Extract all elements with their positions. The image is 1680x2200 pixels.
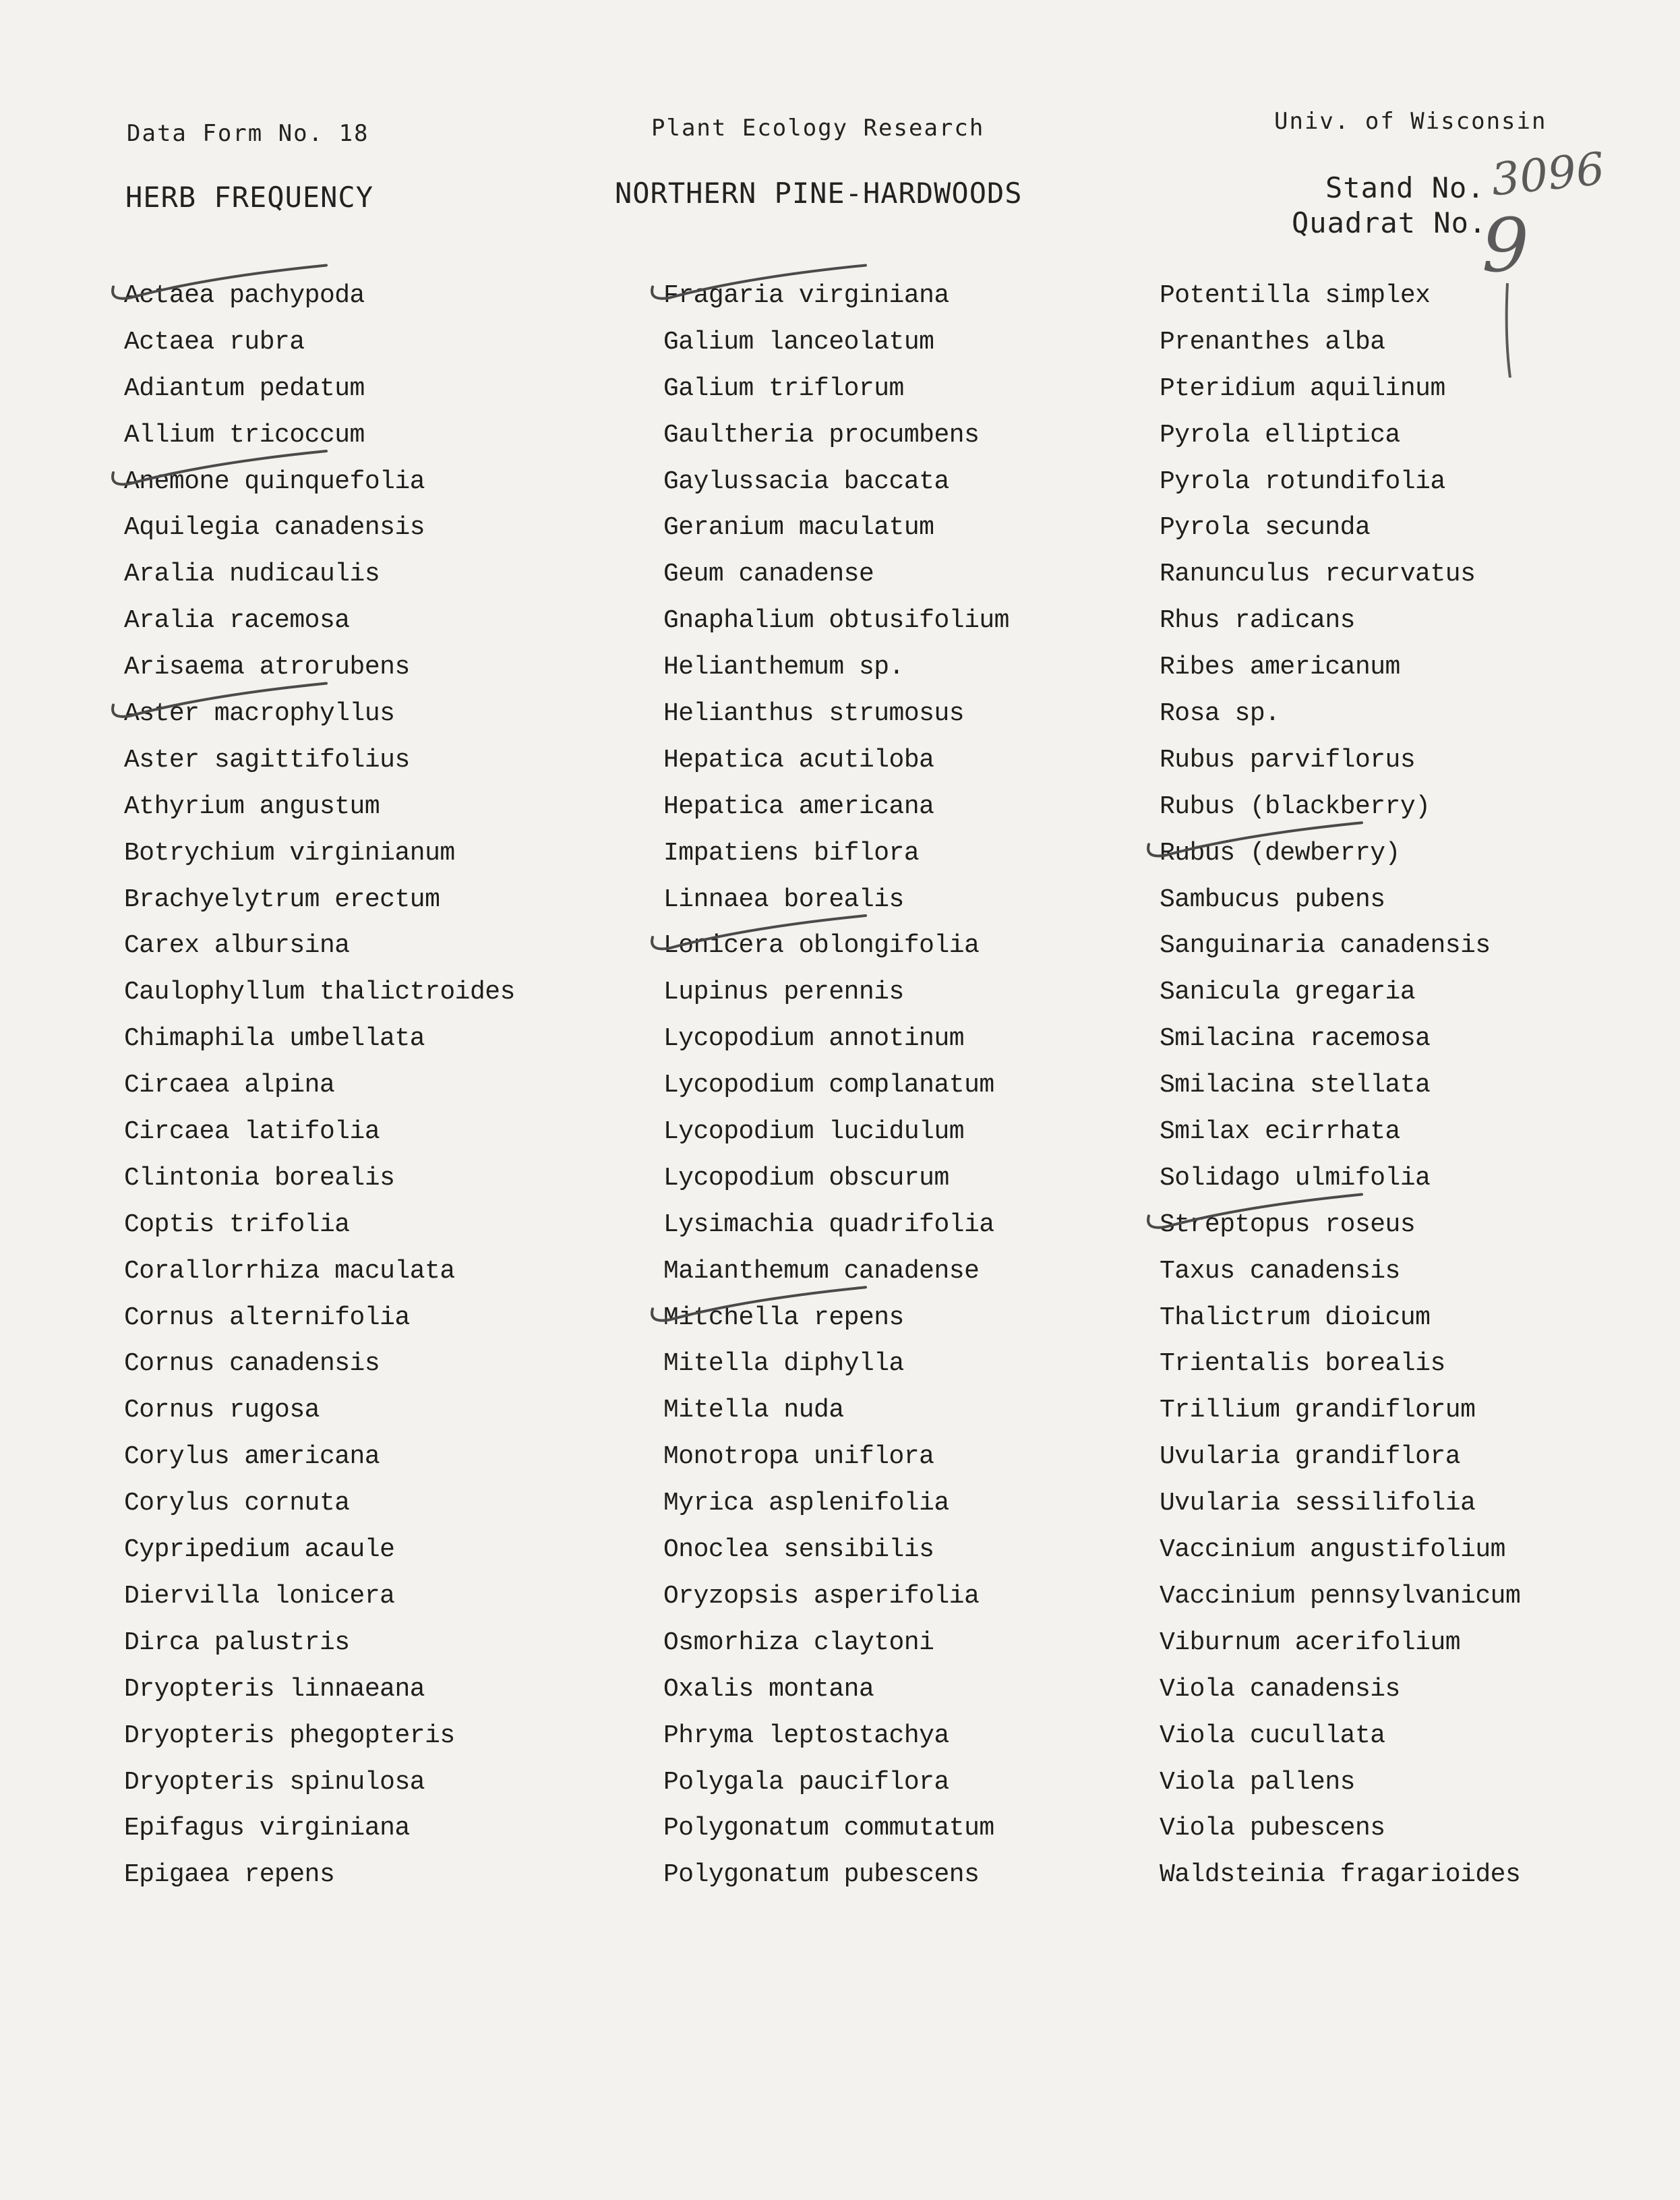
species-entry: Gnaphalium obtusifolium [663, 606, 1009, 636]
species-entry: Aster sagittifolius [124, 745, 410, 775]
species-entry: Prenanthes alba [1160, 327, 1385, 357]
species-entry: Pyrola secunda [1160, 513, 1371, 543]
stand-number-value: 3096 [1489, 142, 1607, 206]
species-entry: Thalictrum dioicum [1160, 1303, 1431, 1332]
species-entry: Smilax ecirrhata [1160, 1117, 1400, 1147]
species-entry: Lycopodium obscurum [663, 1163, 949, 1193]
species-entry: Gaylussacia baccata [663, 467, 949, 496]
species-entry: Adiantum pedatum [124, 374, 365, 403]
species-entry: Trientalis borealis [1160, 1349, 1445, 1379]
quadrat-number-value: 9 [1482, 202, 1529, 289]
species-entry: Corylus americana [124, 1442, 380, 1472]
species-entry: Viola cucullata [1160, 1721, 1385, 1750]
species-entry: Circaea alpina [124, 1071, 335, 1100]
species-entry: Helianthemum sp. [663, 653, 904, 682]
species-column-3 [1160, 273, 1520, 1899]
species-entry: Galium triflorum [663, 374, 904, 403]
species-entry: Uvularia sessilifolia [1160, 1489, 1476, 1518]
species-entry: Viola pubescens [1160, 1814, 1385, 1843]
species-entry: Epigaea repens [124, 1860, 335, 1890]
species-entry: Corylus cornuta [124, 1489, 350, 1518]
species-entry: Arisaema atrorubens [124, 653, 410, 682]
species-entry: Ribes americanum [1160, 653, 1400, 682]
form-title: HERB FREQUENCY [125, 181, 374, 214]
species-entry: Ranunculus recurvatus [1160, 560, 1476, 589]
species-entry: Rubus (blackberry) [1160, 792, 1431, 821]
species-entry: Rubus (dewberry) [1160, 838, 1400, 868]
species-entry: Lycopodium lucidulum [663, 1117, 965, 1147]
species-entry: Mitchella repens [663, 1303, 904, 1332]
species-entry: Allium tricoccum [124, 420, 365, 450]
species-entry: Sanguinaria canadensis [1160, 931, 1491, 961]
species-entry: Hepatica acutiloba [663, 745, 934, 775]
species-entry: Brachyelytrum erectum [124, 885, 440, 914]
species-entry: Actaea rubra [124, 327, 305, 357]
species-entry: Rubus parviflorus [1160, 745, 1416, 775]
species-entry: Gaultheria procumbens [663, 420, 980, 450]
species-entry: Pteridium aquilinum [1160, 374, 1445, 403]
species-entry: Sambucus pubens [1160, 885, 1385, 914]
species-entry: Phryma leptostachya [663, 1721, 949, 1750]
species-entry: Cornus rugosa [124, 1396, 320, 1425]
stand-number-label: Stand No. [1325, 171, 1485, 204]
species-entry: Taxus canadensis [1160, 1256, 1400, 1286]
species-entry: Monotropa uniflora [663, 1442, 934, 1472]
species-entry: Circaea latifolia [124, 1117, 380, 1147]
species-entry: Rhus radicans [1160, 606, 1355, 636]
species-entry: Diervilla lonicera [124, 1581, 395, 1611]
species-entry: Hepatica americana [663, 792, 934, 821]
species-entry: Dryopteris linnaeana [124, 1674, 425, 1704]
species-entry: Maianthemum canadense [663, 1256, 980, 1286]
species-entry: Pyrola rotundifolia [1160, 467, 1445, 496]
species-entry: Geranium maculatum [663, 513, 934, 543]
species-entry: Lonicera oblongifolia [663, 931, 980, 961]
species-entry: Viola pallens [1160, 1767, 1355, 1797]
quadrat-number-label: Quadrat No. [1292, 206, 1487, 239]
species-entry: Fragaria virginiana [663, 281, 949, 310]
species-entry: Polygonatum pubescens [663, 1860, 980, 1890]
species-entry: Helianthus strumosus [663, 699, 965, 729]
species-entry: Cypripedium acaule [124, 1535, 395, 1565]
university: Univ. of Wisconsin [1274, 108, 1547, 135]
species-entry: Sanicula gregaria [1160, 978, 1416, 1007]
species-entry: Solidago ulmifolia [1160, 1163, 1431, 1193]
species-entry: Uvularia grandiflora [1160, 1442, 1461, 1472]
species-entry: Waldsteinia fragarioides [1160, 1860, 1521, 1890]
species-entry: Epifagus virginiana [124, 1814, 410, 1843]
species-entry: Polygonatum commutatum [663, 1814, 994, 1843]
species-entry: Impatiens biflora [663, 838, 920, 868]
species-entry: Chimaphila umbellata [124, 1024, 425, 1054]
species-entry: Galium lanceolatum [663, 327, 934, 357]
species-entry: Streptopus roseus [1160, 1210, 1416, 1239]
species-entry: Anemone quinquefolia [124, 467, 425, 496]
species-entry: Smilacina stellata [1160, 1071, 1431, 1100]
species-entry: Aralia racemosa [124, 606, 350, 636]
species-entry: Osmorhiza claytoni [663, 1628, 934, 1657]
species-entry: Botrychium virginianum [124, 838, 455, 868]
species-entry: Mitella nuda [663, 1396, 844, 1425]
species-entry: Lysimachia quadrifolia [663, 1210, 994, 1239]
species-entry: Myrica asplenifolia [663, 1489, 949, 1518]
species-entry: Mitella diphylla [663, 1349, 904, 1379]
species-entry: Aquilegia canadensis [124, 513, 425, 543]
species-entry: Potentilla simplex [1160, 281, 1431, 310]
species-entry: Coptis trifolia [124, 1210, 350, 1239]
species-entry: Caulophyllum thalictroides [124, 978, 515, 1007]
species-entry: Linnaea borealis [663, 885, 904, 914]
organization: Plant Ecology Research [651, 115, 985, 142]
species-entry: Actaea pachypoda [124, 281, 365, 310]
species-entry: Carex albursina [124, 931, 350, 961]
species-entry: Athyrium angustum [124, 792, 380, 821]
species-entry: Oryzopsis asperifolia [663, 1581, 980, 1611]
species-entry: Clintonia borealis [124, 1163, 395, 1193]
species-entry: Dryopteris phegopteris [124, 1721, 455, 1750]
species-column-1 [124, 273, 515, 1899]
species-entry: Onoclea sensibilis [663, 1535, 934, 1565]
species-entry: Smilacina racemosa [1160, 1024, 1431, 1054]
species-entry: Vaccinium angustifolium [1160, 1535, 1505, 1565]
form-number: Data Form No. 18 [127, 120, 369, 147]
species-entry: Vaccinium pennsylvanicum [1160, 1581, 1521, 1611]
species-entry: Oxalis montana [663, 1674, 874, 1704]
species-entry: Viola canadensis [1160, 1674, 1400, 1704]
species-entry: Aster macrophyllus [124, 699, 395, 729]
species-entry: Polygala pauciflora [663, 1767, 949, 1797]
species-entry: Lycopodium annotinum [663, 1024, 965, 1054]
species-entry: Lupinus perennis [663, 978, 904, 1007]
community-title: NORTHERN PINE-HARDWOODS [615, 177, 1023, 210]
species-entry: Pyrola elliptica [1160, 420, 1400, 450]
species-entry: Cornus canadensis [124, 1349, 380, 1379]
species-entry: Dirca palustris [124, 1628, 350, 1657]
species-entry: Geum canadense [663, 560, 874, 589]
species-entry: Aralia nudicaulis [124, 560, 380, 589]
species-entry: Corallorrhiza maculata [124, 1256, 455, 1286]
species-entry: Rosa sp. [1160, 699, 1280, 729]
species-entry: Viburnum acerifolium [1160, 1628, 1461, 1657]
species-entry: Cornus alternifolia [124, 1303, 410, 1332]
species-column-2 [663, 273, 1009, 1899]
species-entry: Dryopteris spinulosa [124, 1767, 425, 1797]
species-entry: Lycopodium complanatum [663, 1071, 994, 1100]
species-entry: Trillium grandiflorum [1160, 1396, 1476, 1425]
